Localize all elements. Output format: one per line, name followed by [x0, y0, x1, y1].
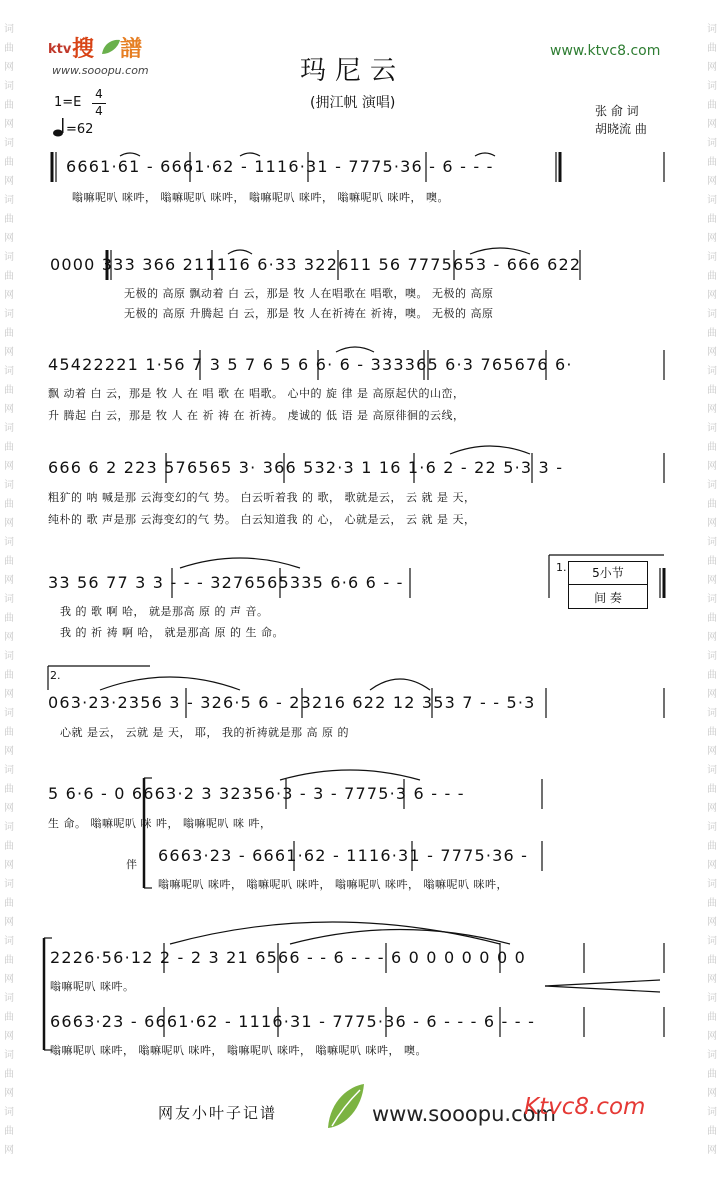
decrescendo-line — [545, 980, 660, 986]
score-row-4-lyrics-verse1: 粗犷的 呐 喊是那 云海变幻的气 势。 白云听着我 的 歌， 歌就是云， 云 就 是 天， — [48, 491, 476, 504]
score-row-2-lyrics-verse2: 无极的 高原 升腾起 白 云，那是 牧 人在祈祷在 祈祷，噢。 无极的 高原 — [124, 307, 494, 320]
key-signature: 1=E — [54, 95, 82, 110]
volta-1: 1. — [556, 561, 567, 574]
decrescendo-line — [545, 986, 660, 992]
logo-url: www.sooopu.com — [52, 64, 149, 77]
site-url: www.ktvc8.com — [550, 43, 661, 59]
score-row-7-notes: 5 6·6 - 0 6663·2 3 32356·3 - 3 - 7775·3 6 - - - — [48, 784, 465, 803]
side-watermark-right: 词曲网词曲网词曲网词曲网词曲网词曲网词曲网词曲网词曲网词曲网词曲网词曲网词曲网词曲网词曲网词曲网词曲网词曲网词曲网词曲网 — [707, 24, 717, 1156]
score-row-5-lyrics-verse2: 我 的 祈 祷 啊 哈， 就是那高 原 的 生 命。 — [60, 626, 284, 639]
meter-bottom: 4 — [95, 104, 103, 118]
composer: 胡晓流 曲 — [595, 122, 647, 136]
slur — [100, 677, 240, 690]
slur — [120, 153, 140, 156]
score-row-1-lyrics: 嗡嘛呢叭 咪吽， 嗡嘛呢叭 咪吽， 嗡嘛呢叭 咪吽， 嗡嘛呢叭 咪吽， 噢。 — [72, 191, 449, 204]
score-row-8-lower-notes: 6663·23 - 6661·62 - 1116·31 - 7775·36 - 6 - - - 6 - - - — [50, 1012, 536, 1031]
interlude-measures: 5小节 — [592, 566, 624, 580]
footer-ktvc8-url: Ktvc8.com — [524, 1094, 646, 1120]
footer-sooopu-url: www.sooopu.com — [372, 1102, 556, 1126]
score-row-4-notes: 666 6 2 223 576565 3· 366 532·3 1 16 1·6 2 - 22 5·3 3 - — [48, 458, 564, 477]
score-row-7-lower-notes: 6663·23 - 6661·62 - 1116·31 - 7775·36 - — [158, 846, 529, 865]
slur — [240, 153, 260, 156]
score-row-2-lyrics-verse1: 无极的 高原 飘动着 白 云，那是 牧 人在唱歌在 唱歌，噢。 无极的 高原 — [124, 287, 494, 300]
score-row-5-lyrics-verse1: 我 的 歌 啊 哈， 就是那高 原 的 声 音。 — [60, 605, 269, 618]
lyricist: 张 俞 词 — [595, 104, 639, 118]
logo-pu-glyph: 譜 — [120, 36, 143, 62]
score-row-7-lyrics: 生 命。 嗡嘛呢叭 咪 吽， 嗡嘛呢叭 咪 吽， — [48, 817, 272, 830]
singer-line: (拥江帆 演唱) — [310, 95, 396, 111]
slur — [450, 446, 530, 454]
score-row-6-notes: 063·23·2356 3 - 326·5 6 - 23216 622 12 353 7 - - 5·3 — [48, 693, 536, 712]
score-row-8-lower-lyrics: 嗡嘛呢叭 咪吽， 嗡嘛呢叭 咪吽， 嗡嘛呢叭 咪吽， 嗡嘛呢叭 咪吽， 噢。 — [50, 1044, 427, 1057]
slur — [180, 558, 300, 568]
logo-sou-glyph: 搜 — [72, 36, 95, 62]
score-row-3-lyrics-verse2: 升 腾起 白 云，那是 牧 人 在 祈 祷 在 祈祷。 虔诚的 低 语 是 高原徘徊的云线， — [48, 409, 465, 422]
meter-top: 4 — [95, 87, 103, 101]
score-row-1-notes: 6661·61 - 6661·62 - 1116·31 - 7775·36 - 6 - - - — [66, 157, 494, 176]
score-row-6-lyrics: 心就 是云， 云就 是 天， 耶， 我的祈祷就是那 高 原 的 — [60, 726, 349, 739]
score-row-7-lower-lyrics: 嗡嘛呢叭 咪吽， 嗡嘛呢叭 咪吽， 嗡嘛呢叭 咪吽， 嗡嘛呢叭 咪吽， — [158, 878, 508, 891]
song-title: 玛尼云 — [300, 56, 406, 86]
score-row-4-lyrics-verse2: 纯朴的 歌 声是那 云海变幻的气 势。 白云知道我 的 心， 心就是云， 云 就 是 天， — [48, 513, 476, 526]
transcriber-credit: 网友小叶子记谱 — [158, 1104, 278, 1122]
slur — [336, 347, 374, 352]
score-row-3-notes: 45422221 1·56 7 3 5 7 6 5 6 6· 6 - 333365 6·3 765676 6· — [48, 355, 573, 374]
interlude-label: 间 奏 — [594, 591, 622, 605]
slur — [228, 250, 252, 254]
score-row-8-notes: 2226·56·12 2 - 2 3 21 6566 - - 6 - - - 6 0 0 0 0 0 0 0 — [50, 948, 527, 967]
score-row-2-notes: 0000 333 366 211116 6·33 322611 56 7775653 - 666 622 — [50, 255, 582, 274]
slur — [470, 248, 530, 254]
slur — [280, 770, 420, 780]
logo-ktv-text: ktv — [48, 42, 72, 57]
footer-leaf-icon — [322, 1082, 368, 1132]
tempo: =62 — [66, 122, 94, 137]
side-watermark-left: 词曲网词曲网词曲网词曲网词曲网词曲网词曲网词曲网词曲网词曲网词曲网词曲网词曲网词曲网词曲网词曲网词曲网词曲网词曲网词曲网 — [4, 24, 14, 1156]
score-row-8-lyrics: 嗡嘛呢叭 咪吽。 — [50, 980, 135, 993]
accompaniment-label: 伴 — [126, 858, 137, 871]
slur — [370, 679, 430, 690]
score-row-3-lyrics-verse1: 飘 动着 白 云，那是 牧 人 在 唱 歌 在 唱歌。 心中的 旋 律 是 高原起伏的山峦， — [48, 387, 465, 400]
score-row-5-notes: 33 56 77 3 3 - - - 3276565335 6·6 6 - - — [48, 573, 404, 592]
slur — [475, 153, 495, 156]
slur — [290, 930, 510, 945]
volta-2: 2. — [50, 669, 61, 682]
